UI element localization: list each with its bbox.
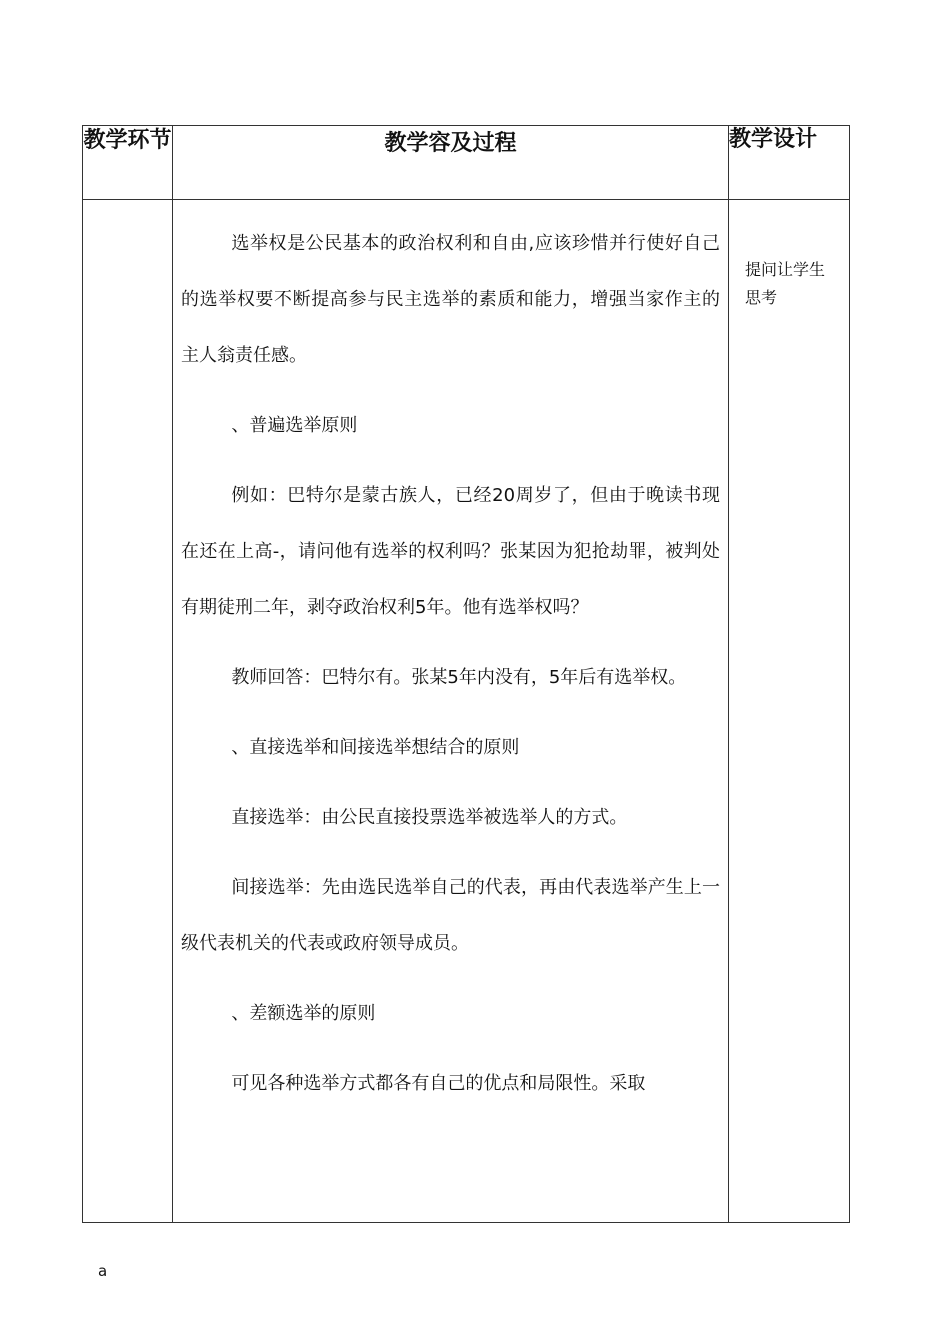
page-footer: a (98, 1262, 108, 1280)
paragraph: 间接选举：先由选民选举自己的代表，再由代表选举产生上一级代表机关的代表或政府领导成员。 (181, 877, 720, 954)
section-heading: 、差额选举的原则 (231, 1003, 376, 1024)
section-heading: 、直接选举和间接选举想结合的原则 (231, 737, 520, 758)
stage-cell (83, 200, 173, 1223)
paragraph: 可见各种选举方式都各有自己的优点和局限性。采取 (231, 1073, 646, 1094)
lesson-plan-table (82, 125, 850, 1223)
paragraph: 教师回答：巴特尔有。张某5年内没有，5年后有选举权。 (231, 667, 687, 688)
table-body-row (83, 200, 850, 1223)
content-text (173, 200, 728, 1112)
paragraph: 例如：巴特尔是蒙古族人，已经20周岁了，但由于晚读书现在还在上高-，请问他有选举的权利吗？张某因为犯抢劫罪，被判处有期徒刑二年，剥夺政治权利5年。他有选举权吗？ (181, 485, 720, 618)
paragraph: 选举权是公民基本的政治权利和自由,应该珍惜并行使好自己的选举权要不断提高参与民主选举的素质和能力，增强当家作主的主人翁责任感。 (181, 233, 720, 366)
paragraph: 直接选举：由公民直接投票选举被选举人的方式。 (231, 807, 628, 828)
content-cell (173, 200, 729, 1223)
header-teaching-stage: 教学环节 (83, 126, 173, 200)
design-cell (729, 200, 850, 1223)
design-note: 提问让学生思考 (745, 260, 826, 307)
table-header-row (83, 126, 850, 200)
section-heading: 、普遍选举原则 (231, 415, 358, 436)
header-teaching-design: 教学设计 (729, 126, 850, 200)
header-content-process: 教学容及过程 (173, 126, 729, 200)
